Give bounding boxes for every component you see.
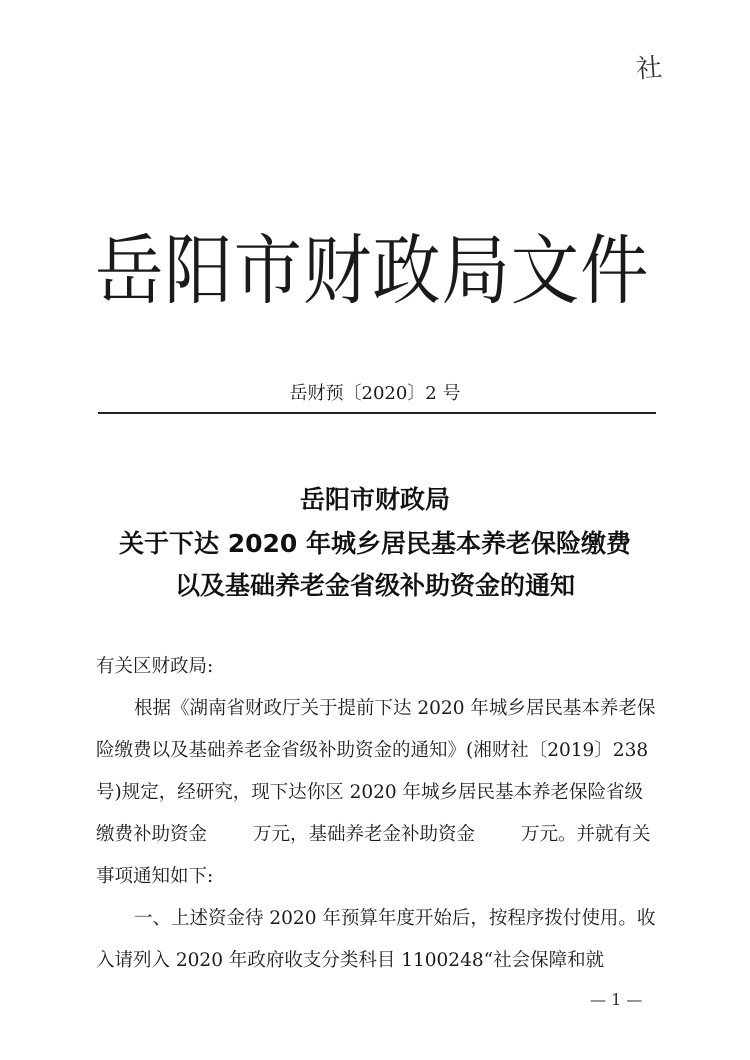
paragraph-basis-text-2: 万元，基础养老金补助资金 <box>253 824 476 845</box>
document-masthead: 岳阳市财政局文件 <box>95 226 650 315</box>
paragraph-item-one <box>96 898 656 982</box>
title-line-subject-continued: 以及基础养老金省级补助资金的通知 <box>174 571 575 600</box>
paragraph-basis <box>96 688 656 898</box>
title-line-issuer: 岳阳市财政局 <box>299 485 450 514</box>
salutation: 有关区财政局: <box>96 656 214 677</box>
title-line-subject: 关于下达 2020 年城乡居民基本养老保险缴费 <box>119 529 631 558</box>
paragraph-basis-text-1: 根据《湖南省财政厅关于提前下达 2020 年城乡居民基本养老保险缴费以及基础养老金省级补助资金的通知》(湘财社〔2019〕238 号)规定，经研究，现下达你区 2020 年城乡居民基本养老保险省级缴费补助资金 <box>96 698 656 845</box>
document-number: 岳财预〔2020〕2 号 <box>289 383 461 404</box>
page-number: — 1 — <box>590 990 643 1009</box>
handwritten-annotation: 社 <box>635 53 662 85</box>
paragraph-basis-text-3: 万元。并就有关事项通知如下: <box>96 824 651 887</box>
paragraph-item-one-text: 一、上述资金待 2020 年预算年度开始后，按程序拨付使用。收入请列入 2020 年政府收支分类科目 1100248“社会保障和就 <box>96 908 656 971</box>
header-divider <box>98 412 656 414</box>
